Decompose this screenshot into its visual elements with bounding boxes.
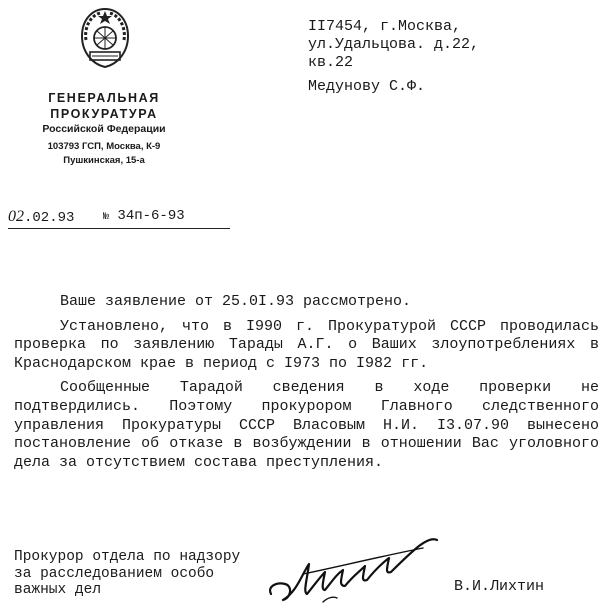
ussr-coat-of-arms-icon [76, 6, 134, 70]
org-address-line1: 103793 ГСП, Москва, К-9 [47, 141, 161, 152]
recipient-address [308, 18, 479, 72]
number-sign: № [103, 212, 110, 223]
signer-position-line1: Прокурор отдела по надзору [14, 549, 241, 565]
recipient-address-line1: II7454, г.Москва, [308, 18, 462, 35]
signer-name: В.И.Лихтин [454, 578, 545, 595]
org-name-line2: ПРОКУРАТУРА [50, 107, 158, 121]
document-date-rest: .02.93 [24, 210, 75, 226]
body-paragraph-1: Ваше заявление от 25.0I.93 рассмотрено. [60, 293, 412, 310]
date-underline [8, 228, 230, 229]
body-paragraph-3: Сообщенные Тарадой сведения в ходе проверки не подтвердились. Поэтому прокурором Главного следственного управления Прокуратуры СССР Власовым Н.И. I3.07.90 вынесено постановление об отказе в возбуждении в отношении Вас уголовного дела за отсутствием состава преступления. [14, 379, 599, 471]
body-paragraph-2: Установлено, что в I990 г. Прокуратурой СССР проводилась проверка по заявлению Тарады А.Г. о Ваших злоупотреблениях в Краснодарском крае в период с I973 по I982 гг. [14, 317, 599, 372]
recipient-name: Медунову С.Ф. [308, 78, 426, 95]
org-name-line1: ГЕНЕРАЛЬНАЯ [48, 91, 160, 105]
document-date [8, 208, 74, 226]
signer-position [14, 549, 240, 599]
document-number-value: 34п-6-93 [117, 208, 185, 224]
org-name-line3: Российской Федерации [42, 123, 166, 135]
signer-position-line2: за расследованием особо [14, 565, 215, 582]
letterhead-organization [14, 90, 194, 168]
signer-position-line3: важных дел [14, 582, 102, 598]
recipient-address-line3: кв.22 [308, 54, 354, 71]
handwritten-signature [263, 528, 443, 606]
document-date-day: 02 [8, 208, 24, 225]
recipient-address-line2: ул.Удальцова. д.22, [308, 36, 480, 53]
letter-body [14, 293, 599, 478]
org-address-line2: Пушкинская, 15-а [63, 155, 145, 166]
document-number [103, 208, 185, 224]
